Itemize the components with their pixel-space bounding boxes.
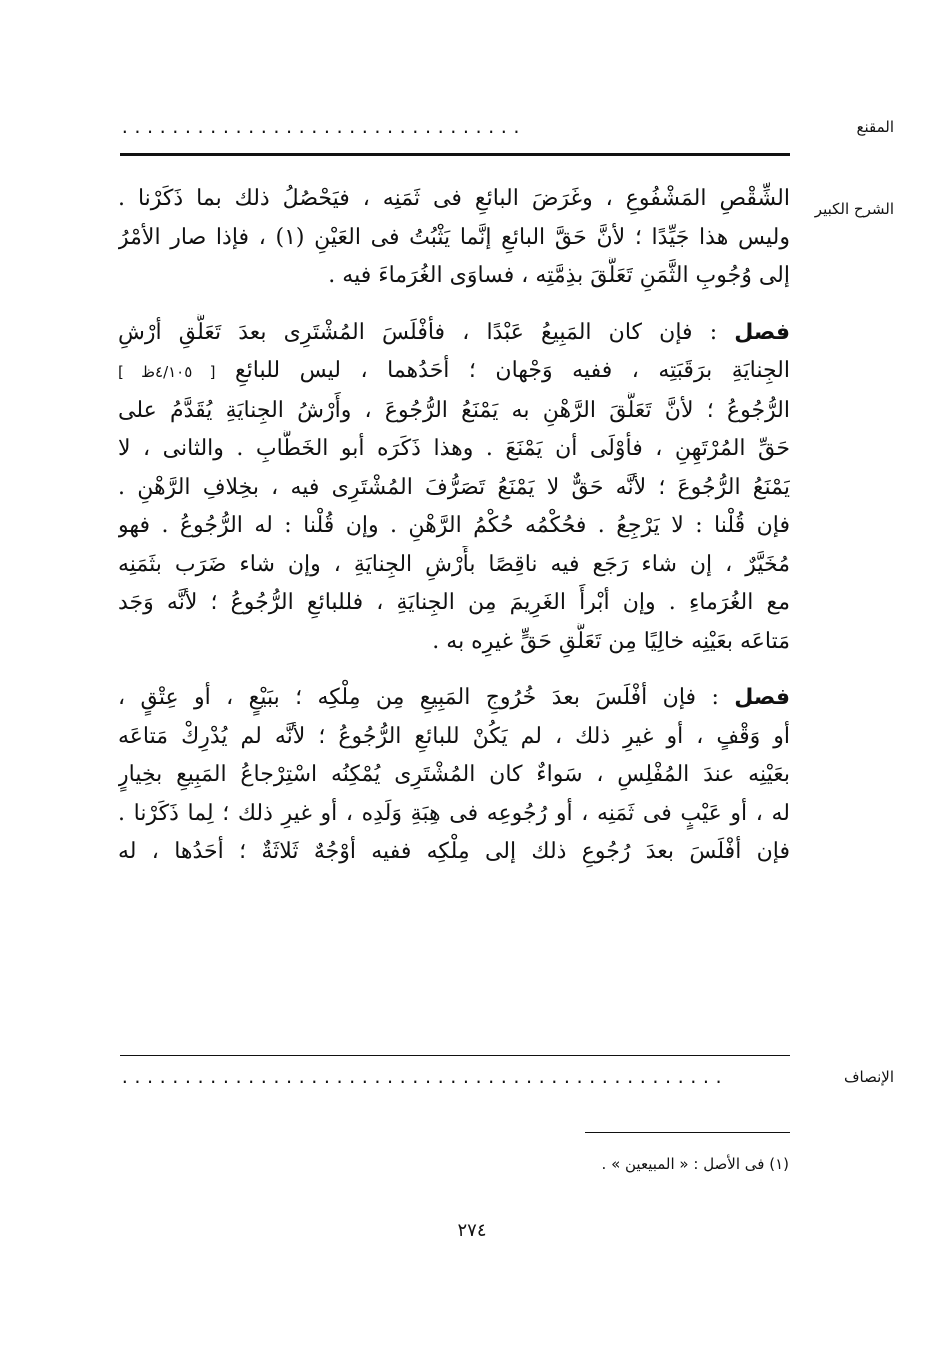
header-rule: [120, 153, 790, 156]
insaf-rule: [120, 1055, 790, 1056]
sharh-label: الشرح الكبير: [814, 200, 894, 218]
main-text: [118, 180, 790, 872]
text-line: فصل : فإن كان المَبِيعُ عَبْدًا ، فأفْلَسَ المُشْتَرِى بعدَ تَعَلُّقِ أرْشِ: [118, 319, 790, 345]
footnote-rule: [585, 1132, 790, 1133]
text-line: وليس هذا جَيِّدًا ؛ لأنَّ حَقَّ البائعِ إنَّما يَثْبُتُ فى العَيْنِ (١) ، فإذا صار الأمْرُ: [118, 224, 790, 250]
fasl-heading: فصل: [734, 319, 790, 345]
page-number: ٢٧٤: [457, 1220, 487, 1241]
muqni-label: المقنع: [856, 118, 894, 136]
text-line: الشِّقْصِ المَشْفُوعِ ، وغَرَضَ البائعِ فى ثَمَنِه ، فيَحْصُلُ ذلك بما ذَكَرْنا .: [118, 186, 790, 211]
text-line: مَتاعَه بعَيْنِه خالِيًا مِن تَعَلُّقِ حَقٍّ غيرِه به .: [432, 628, 790, 654]
text-line: فصل : فإن أفْلَسَ بعدَ خُرُوجِ المَبِيعِ مِن مِلْكِه ؛ ببَيْعٍ ، أو عِتْقٍ ،: [118, 685, 790, 710]
text-line: حَقِّ المُرْتَهِنِ ، فأوْلَى أن يَمْنَعَ . وهذا ذَكَرَه أبو الخَطَّابِ . والثانى ، لا: [118, 436, 790, 461]
text-line: بعَيْنِه عندَ المُفْلِسِ ، سَواءٌ كان المُشْتَرِى يُمْكِنُه اسْتِرْجاعُ المَبِيعِ بخِيارٍ: [118, 762, 790, 787]
text-line: مُخَيَّرٌ ، إن شاء رَجَع فيه ناقِصًا بأَرْشِ الجِنايَةِ ، وإن شاء ضَرَب بثَمَنِه: [118, 551, 790, 577]
insaf-label: الإنصاف: [843, 1068, 894, 1086]
text-line: مع الغُرَماءِ . وإن أبْرأَ الغَرِيمَ مِن الجِنايَةِ ، فللبائعِ الرُّجُوعُ ؛ لأنَّه وَجَد: [118, 590, 790, 615]
text-line: الرُّجُوعُ ؛ لأنَّ تَعَلُّقَ الرَّهْنِ به يَمْنَعُ الرُّجُوعَ ، وأَرْشُ الجِنايَةِ يُقَدَّمُ على: [118, 397, 790, 423]
text-line: فإن أفْلَسَ بعدَ رُجُوعِ ذلك إلى مِلْكِه ففيه أوْجُهٌ ثَلاثَةٌ ؛ أحَدُها ، له: [118, 839, 790, 864]
text-line: إلى وُجُوبِ الثَّمَنِ تَعَلَّقَ بذِمَّتِه ، فساوَى الغُرَماءَ فيه .: [328, 263, 790, 288]
folio-marker: [ ٤/١٠٥ظ ]: [118, 363, 216, 381]
text-line: فإن قُلْنا : لا يَرْجِعُ . فحُكْمُه حُكْمُ الرَّهْنِ . وإن قُلْنا : له الرُّجُوعُ . فهو: [118, 513, 790, 538]
insaf-dots: ................................................: [120, 1068, 727, 1087]
text-line: الجِنايَةِ برَقَبَتِه ، ففيه وَجْهان ؛ أحَدُهما ، ليس للبائعِ [ ٤/١٠٥ظ ]: [118, 358, 790, 383]
footnote: (١) فى الأصل : « المبيعين » .: [601, 1155, 789, 1173]
text-line: يَمْنَعُ الرُّجُوعَ ؛ لأنَّه حَقٌّ لا يَمْنَعُ تَصَرُّفَ المُشْتَرِى فيه ، بخِلافِ الرَّهْنِ .: [118, 474, 790, 500]
fasl-heading: فصل: [734, 685, 790, 710]
text-line: أو وَقْفٍ ، أو غيرِ ذلك ، لم يَكُنْ للبائعِ الرُّجُوعُ ؛ لأنَّه لم يُدْرِكْ مَتاعَه: [118, 723, 790, 749]
header-dots: ................................: [120, 118, 525, 137]
text-line: له ، أو عَيْبٍ فى ثَمَنِه ، أو رُجُوعِه فى هِبَةِ وَلَدِه ، أو غيرِ ذلك ؛ لِما ذَكَرْنا .: [118, 800, 790, 826]
